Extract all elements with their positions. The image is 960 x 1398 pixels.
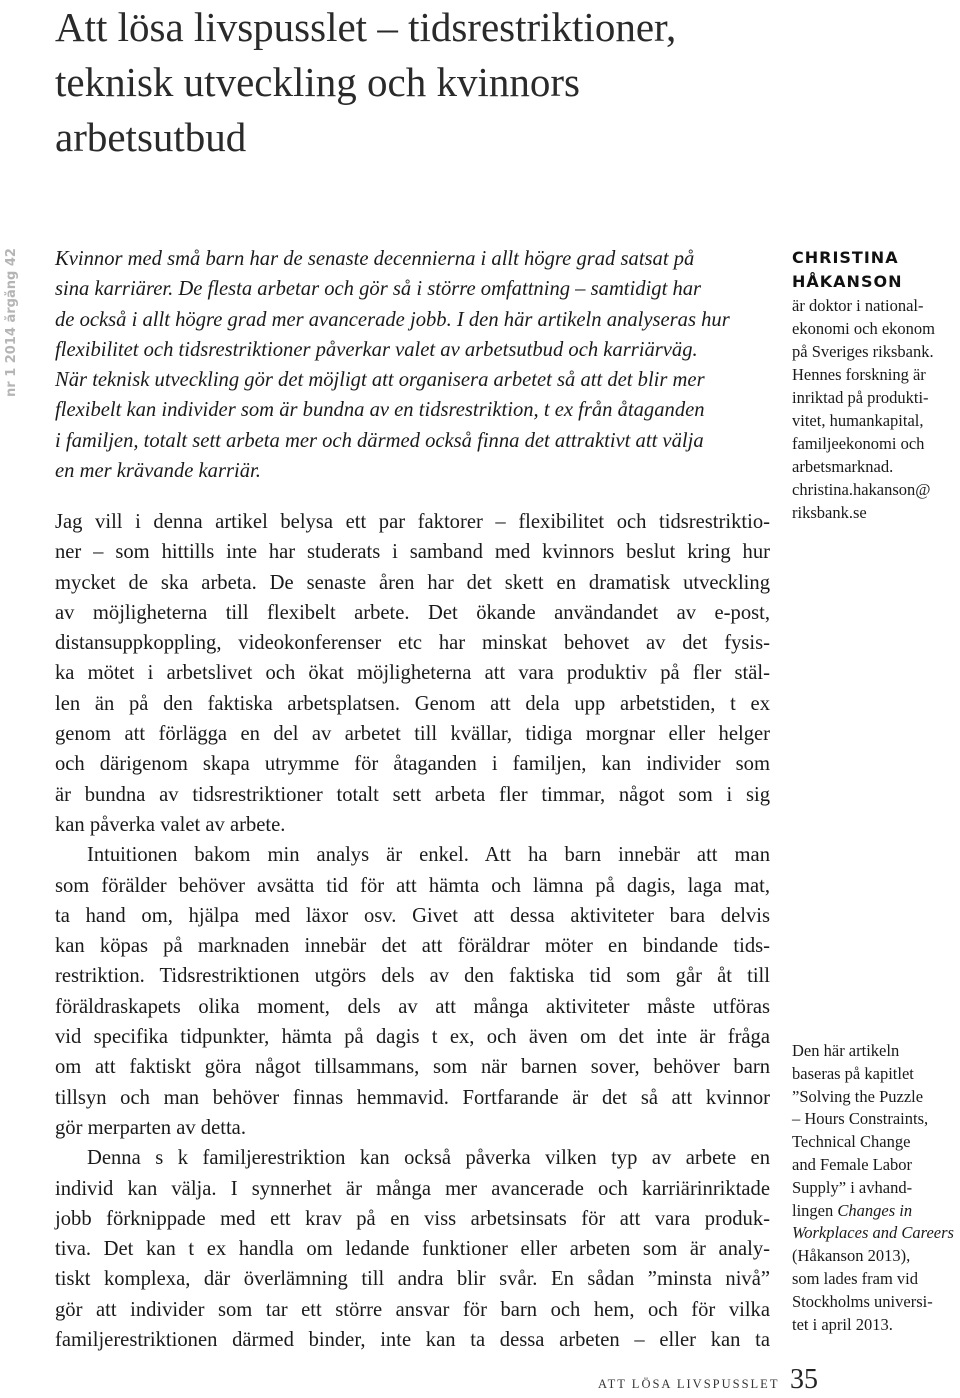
body-line: distansuppkoppling, videokonferenser etc har minskat behovet av det fysis- (55, 632, 770, 655)
note-line: Supply” i avhand- (792, 1177, 913, 1197)
body-line: är bundna av tidsrestriktioner totalt sett arbeta fler timmar, något som i sig (55, 783, 770, 806)
title-line: teknisk utveckling och kvinnors (55, 59, 580, 105)
body-text (55, 507, 770, 1355)
note-line: – Hours Constraints, (792, 1109, 929, 1129)
note-line (792, 1200, 960, 1223)
body-line: jobb förknippade med ett krav på en viss arbetsinsats för att vara produk- (55, 1207, 770, 1230)
body-line: ka mötet i arbetslivet och ökat möjligheterna att vara produktiv på fler stäl- (55, 662, 770, 685)
body-line: len än på den faktiska arbetsplatsen. Genom att dela upp arbetstiden, t ex (55, 692, 770, 715)
ingress-line: sina karriärer. De flesta arbetar och gör så i större omfattning – samtidigt har (55, 278, 702, 301)
bio-line: inriktad på produkti- (792, 388, 929, 407)
body-line: Jag vill i denna artikel belysa ett par faktorer – flexibilitet och tidsrestriktio- (55, 511, 770, 533)
body-line: kan köpas på marknaden innebär det att föräldrar möter en bindande tids- (55, 935, 770, 958)
ingress-line: När teknisk utveckling gör det möjligt att organisera arbetet så att det blir mer (55, 369, 705, 392)
bio-line: familjeekonomi och (792, 434, 925, 453)
body-line: gör att individer som tar ett större ansvar för barn och hem, och för vilka (55, 1298, 770, 1321)
page-number: 35 (790, 1364, 818, 1395)
source-note (792, 1040, 960, 1336)
note-text: lingen (792, 1200, 834, 1220)
note-italic: Workplaces and Careers (792, 1223, 954, 1243)
bio-line: vitet, humankapital, (792, 411, 924, 430)
body-line: kan påverka valet av arbete. (55, 813, 286, 836)
ingress-line: de också i allt högre grad mer avancerade jobb. I den här artikeln analyseras hur (55, 308, 730, 331)
body-line: ner – som hittills inte har studerats i samband med kvinnors beslut kring hur (55, 541, 770, 564)
body-line: Denna s k familjerestriktion kan också påverka vilken typ av arbete en (87, 1147, 770, 1170)
body-line: och därigenom skapa utrymme för åtaganden i familjen, kan individer som (55, 753, 770, 776)
note-line (792, 1222, 960, 1245)
note-line: som lades fram vid (792, 1268, 919, 1288)
author-email-line[interactable]: christina.hakanson@ (792, 480, 931, 499)
note-line: Den här artikeln (792, 1041, 900, 1060)
ingress (55, 244, 770, 486)
ingress-line: i familjen, totalt sett arbeta mer och därmed också finna det attraktivt att välja (55, 429, 704, 452)
body-line: tiskt komplexa, där överlämning till andra blir svår. En sådan ”minsta nivå” (55, 1268, 770, 1291)
body-line: vid specifika tidpunkter, hämta på dagis t ex, och även om det inte är fråga (55, 1026, 770, 1049)
article-title (55, 0, 935, 165)
author-name (792, 246, 960, 294)
author-box (792, 246, 960, 524)
body-line: gör merparten av detta. (55, 1116, 246, 1139)
ingress-line: flexibelt kan individer som är bundna av en tidsrestriktion, t ex från åtaganden (55, 399, 705, 422)
note-line: ”Solving the Puzzle (792, 1086, 924, 1106)
body-line: tiva. Det kan t ex handla om ledande funktioner eller arbeten som är analy- (55, 1238, 770, 1261)
body-line: tillsyn och man behöver finnas hemmavid. Fortfarande är det så att kvinnor (55, 1086, 770, 1109)
body-line: ta hand om, hjälpa med läxor osv. Givet att dessa aktiviteter bara delvis (55, 904, 770, 927)
body-line: genom att förlägga en del av arbetet till kvällar, tidiga morgnar eller helger (55, 723, 770, 746)
body-line: av möjligheterna till flexibelt arbete. Det ökande användandet av e-post, (55, 601, 770, 624)
bio-line: på Sveriges riksbank. (792, 342, 934, 361)
ingress-line: Kvinnor med små barn har de senaste decennierna i allt högre grad satsat på (55, 248, 695, 270)
ingress-line: flexibilitet och tidsrestriktioner påverkar valet av arbetsutbud och karriärväg. (55, 338, 698, 361)
body-line: mycket de ska arbeta. De senaste åren har det skett en dramatisk utveckling (55, 571, 770, 594)
ingress-line: en mer krävande karriär. (55, 460, 261, 483)
author-email-line[interactable]: riksbank.se (792, 503, 867, 522)
title-line: Att lösa livspusslet – tidsrestriktioner, (55, 4, 677, 50)
note-line: tet i april 2013. (792, 1314, 893, 1334)
bio-line: ekonomi och ekonom (792, 319, 935, 338)
author-bio (792, 294, 960, 524)
body-line: som förälder behöver avsätta tid för att hämta och lämna på dagis, laga mat, (55, 874, 770, 897)
title-line: arbetsutbud (55, 114, 247, 160)
running-head: ATT LÖSA LIVSPUSSLET (598, 1377, 780, 1391)
body-line: familjerestriktionen därmed binder, inte kan ta dessa arbeten – eller kan ta (55, 1329, 770, 1352)
issue-label: nr 1 2014 årgång 42 (4, 248, 19, 397)
note-line: (Håkanson 2013), (792, 1246, 911, 1266)
note-italic: Changes in (837, 1200, 913, 1220)
body-line: om att faktiskt göra något tillsammans, som när barnen sover, behöver barn (55, 1056, 770, 1079)
bio-line: arbetsmarknad. (792, 457, 894, 476)
note-line: baseras på kapitlet (792, 1063, 914, 1083)
body-line: restriktion. Tidsrestriktionen utgörs dels av den faktiska tid som går åt till (55, 965, 770, 988)
note-line: and Female Labor (792, 1154, 913, 1174)
author-name-line: HÅKANSON (792, 272, 903, 291)
body-line: individ kan välja. I synnerhet är många mer avancerade och karriärinriktade (55, 1177, 770, 1200)
note-line: Technical Change (792, 1132, 911, 1152)
bio-line: är doktor i national- (792, 296, 924, 315)
body-line: Intuitionen bakom min analys är enkel. Att ha barn innebär att man (87, 844, 770, 867)
body-line: föräldraskapets olika moment, dels av att många aktiviteter måste utföras (55, 995, 770, 1018)
note-line: Stockholms universi- (792, 1291, 933, 1311)
author-name-line: CHRISTINA (792, 248, 899, 267)
bio-line: Hennes forskning är (792, 365, 926, 384)
